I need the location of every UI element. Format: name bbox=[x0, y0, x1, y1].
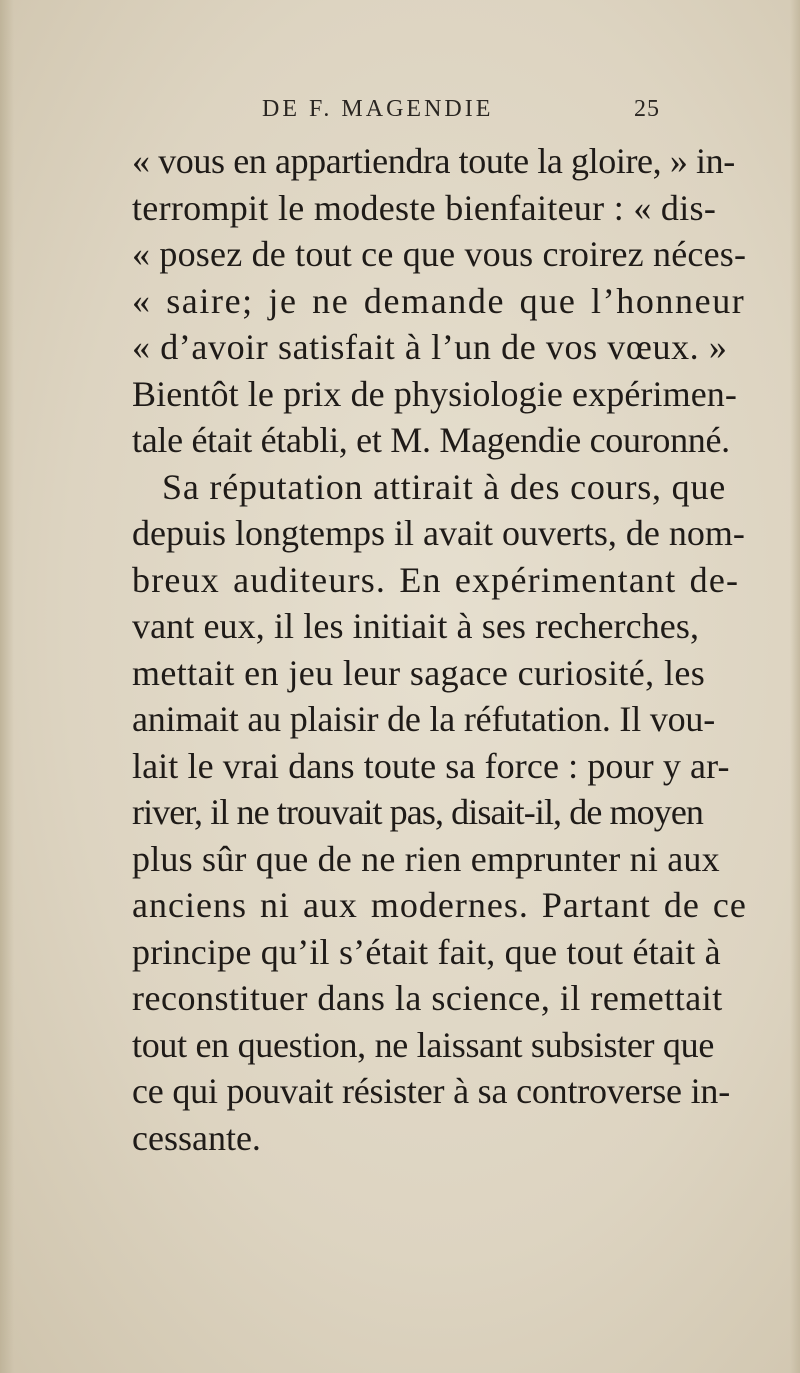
page-edge-right bbox=[790, 0, 800, 1373]
text-line: principe qu’il s’était fait, que tout était à bbox=[132, 931, 721, 972]
page-edge-left bbox=[0, 0, 14, 1373]
running-head bbox=[0, 96, 800, 132]
body-text bbox=[132, 138, 747, 1161]
text-line: ce qui pouvait résister à sa controverse in- bbox=[132, 1071, 730, 1111]
text-line: plus sûr que de ne rien emprunter ni aux bbox=[132, 838, 720, 879]
text-line: tale était établi, et M. Magendie couronné. bbox=[132, 420, 730, 460]
text-line: depuis longtemps il avait ouverts, de nom- bbox=[132, 513, 745, 553]
text-line: cessante. bbox=[132, 1117, 261, 1158]
text-line: vant eux, il les initiait à ses recherches, bbox=[132, 606, 700, 646]
text-line: reconstituer dans la science, il remettait bbox=[132, 978, 723, 1018]
text-line: Sa réputation attirait à des cours, que bbox=[162, 466, 727, 507]
text-line: « saire; je ne demande que l’honneur bbox=[132, 280, 746, 321]
text-line: « posez de tout ce que vous croirez néces- bbox=[132, 234, 747, 274]
text-line: lait le vrai dans toute sa force : pour y ar- bbox=[132, 745, 730, 786]
text-line: « vous en appartiendra toute la gloire, » in- bbox=[132, 141, 735, 181]
text-line: Bientôt le prix de physiologie expérimen- bbox=[132, 373, 737, 414]
page-number: 25 bbox=[634, 96, 660, 122]
text-line: animait au plaisir de la réfutation. Il vou- bbox=[132, 699, 716, 739]
text-line: terrompit le modeste bienfaiteur : « dis- bbox=[132, 187, 717, 228]
text-line: tout en question, ne laissant subsister que bbox=[132, 1024, 715, 1065]
text-line: river, il ne trouvait pas, disait-il, de moyen bbox=[132, 792, 704, 832]
text-line: anciens ni aux modernes. Partant de ce bbox=[132, 885, 747, 925]
running-head-title: DE F. MAGENDIE bbox=[262, 96, 494, 122]
text-line: mettait en jeu leur sagace curiosité, les bbox=[132, 652, 706, 693]
text-line: « d’avoir satisfait à l’un de vos vœux. » bbox=[132, 327, 728, 367]
text-line: breux auditeurs. En expérimentant de- bbox=[132, 559, 740, 600]
